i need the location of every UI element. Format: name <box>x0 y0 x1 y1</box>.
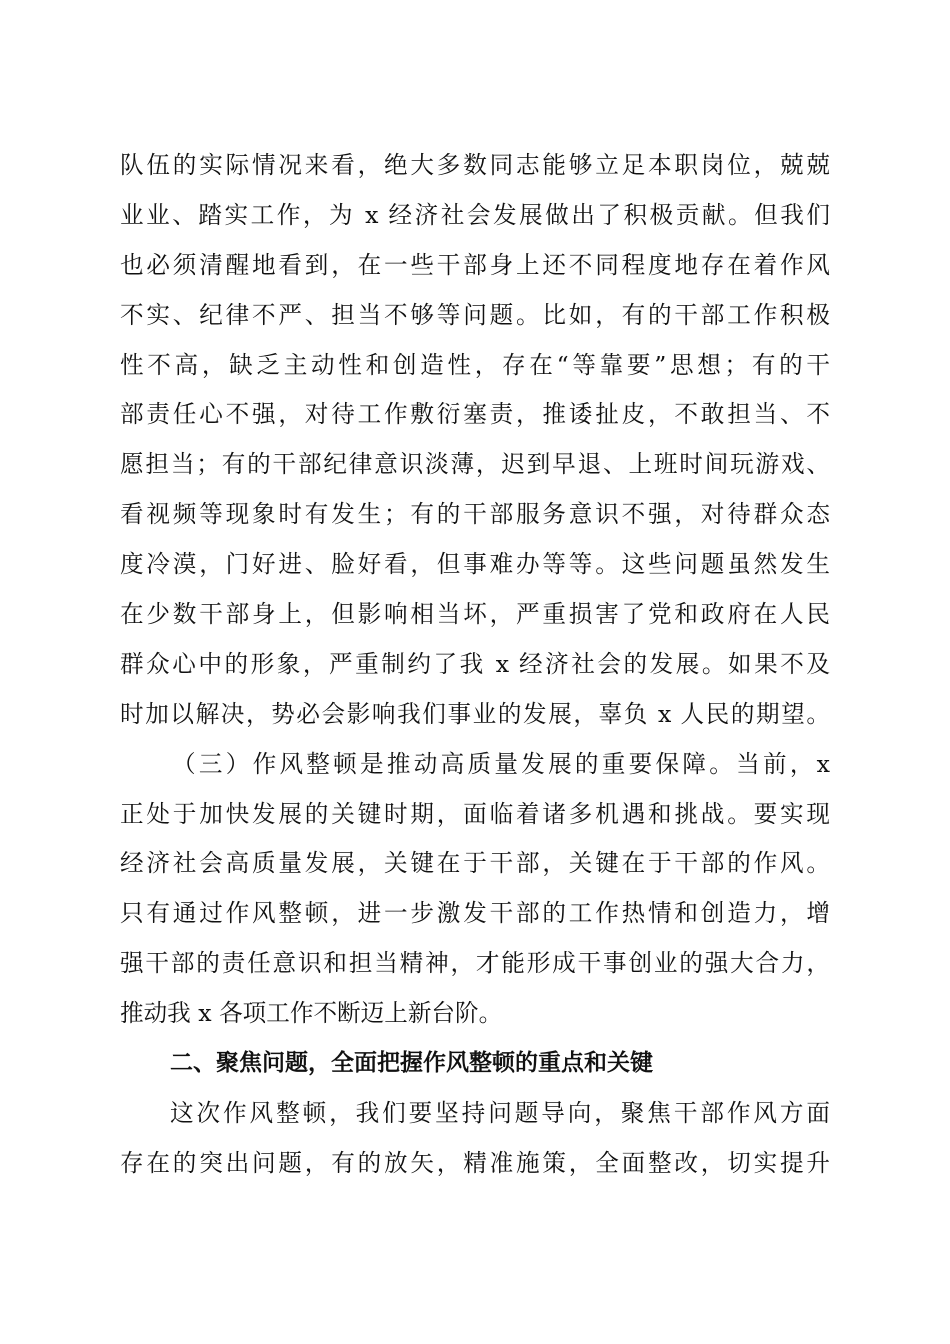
text-line-17: 强干部的责任意识和担当精神，才能形成干事创业的强大合力， <box>120 949 830 978</box>
section-paragraph-line-2: 存在的突出问题，有的放矢，精准施策，全面整改，切实提升 <box>120 1148 830 1177</box>
text-line-3: 也必须清醒地看到，在一些干部身上还不同程度地存在着作风 <box>120 250 830 279</box>
text-line-1: 队伍的实际情况来看，绝大多数同志能够立足本职岗位，兢兢 <box>120 151 830 179</box>
document-body <box>120 141 830 1189</box>
text-line-9: 度冷漠，门好进、脸好看，但事难办等等。这些问题虽然发生 <box>120 550 830 579</box>
text-line-4: 不实、纪律不严、担当不够等问题。比如，有的干部工作积极 <box>120 300 830 329</box>
text-line-18: 推动我 x 各项工作不断迈上新台阶。 <box>120 999 503 1028</box>
paragraph-three-line-1: （三）作风整顿是推动高质量发展的重要保障。当前，x <box>172 749 830 778</box>
text-line-6: 部责任心不强，对待工作敷衍塞责，推诿扯皮，不敢担当、不 <box>120 400 830 429</box>
text-line-11: 群众心中的形象，严重制约了我 x 经济社会的发展。如果不及 <box>120 649 830 678</box>
text-line-10: 在少数干部身上，但影响相当坏，严重损害了党和政府在人民 <box>120 600 830 629</box>
text-line-15: 经济社会高质量发展，关键在于干部，关键在于干部的作风。 <box>120 849 830 878</box>
text-line-5: 性不高，缺乏主动性和创造性，存在“等靠要”思想；有的干 <box>120 350 830 379</box>
text-line-12: 时加以解决，势必会影响我们事业的发展，辜负 x 人民的期望。 <box>120 699 830 728</box>
section-paragraph-line-1: 这次作风整顿，我们要坚持问题导向，聚焦干部作风方面 <box>170 1098 830 1127</box>
section-heading: 二、聚焦问题，全面把握作风整顿的重点和关键 <box>170 1050 653 1077</box>
text-line-14: 正处于加快发展的关键时期，面临着诸多机遇和挑战。要实现 <box>120 799 830 828</box>
text-line-2: 业业、踏实工作，为 x 经济社会发展做出了积极贡献。但我们 <box>120 200 830 229</box>
text-line-16: 只有通过作风整顿，进一步激发干部的工作热情和创造力，增 <box>120 899 830 928</box>
text-line-7: 愿担当；有的干部纪律意识淡薄，迟到早退、上班时间玩游戏、 <box>120 450 830 479</box>
text-line-8: 看视频等现象时有发生；有的干部服务意识不强，对待群众态 <box>120 500 830 529</box>
